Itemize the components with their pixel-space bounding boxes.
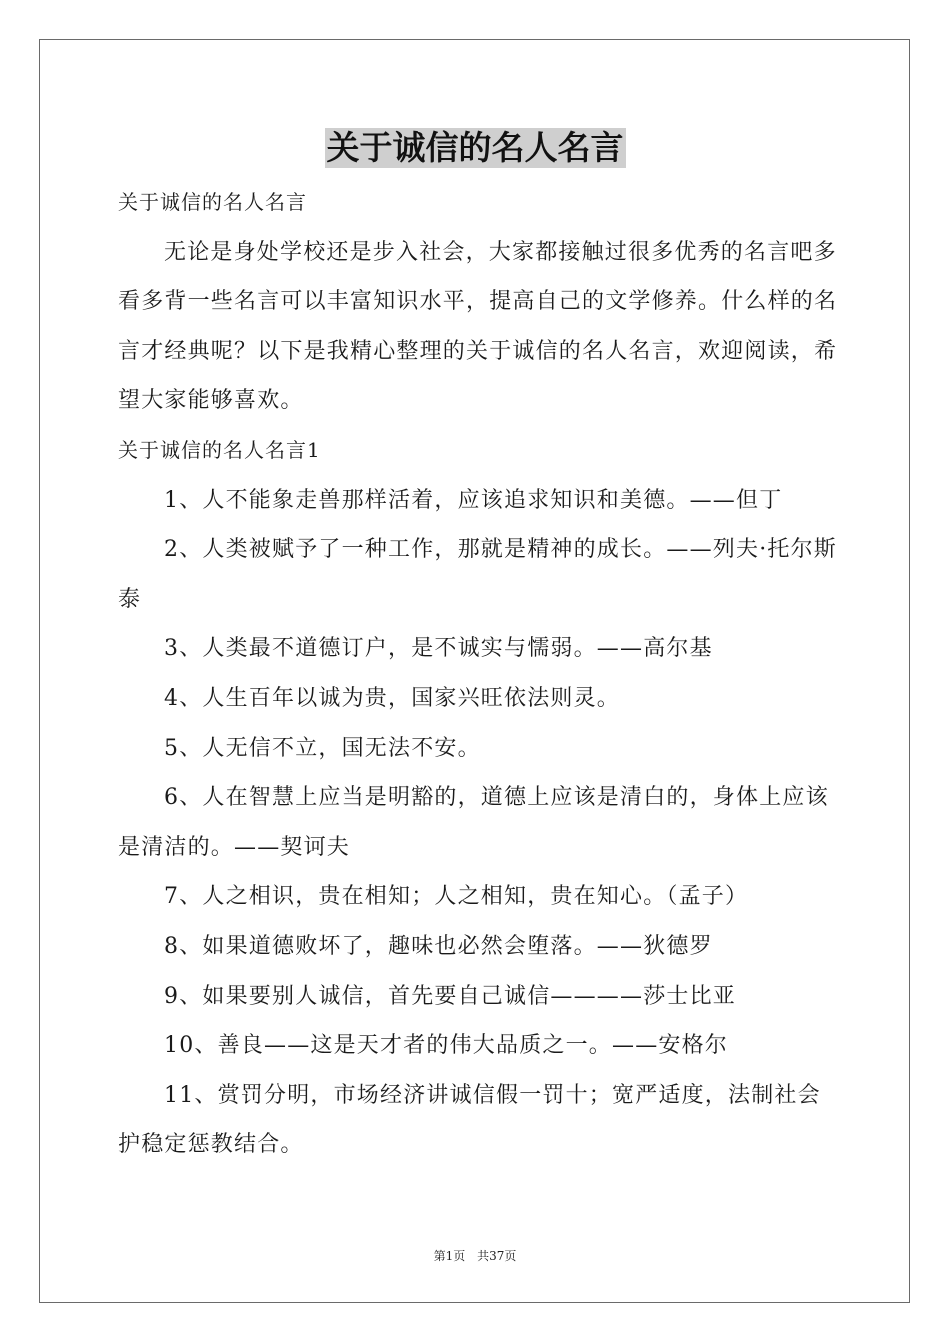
page-number: 第1页 (433, 1249, 466, 1263)
title-container (0, 128, 950, 168)
document-subtitle: 关于诚信的名人名言 (118, 190, 307, 214)
quote-item: 8、如果道德败坏了，趣味也必然会堕落。——狄德罗 (164, 933, 713, 959)
quote-item: 11、赏罚分明，市场经济讲诚信假一罚十；宽严适度，法制社会护稳定惩教结合。 (118, 1082, 821, 1158)
quote-item: 3、人类最不道德订户，是不诚实与懦弱。——高尔基 (164, 636, 713, 662)
quote-item: 9、如果要别人诚信，首先要自己诚信————莎士比亚 (164, 983, 736, 1009)
document-body (118, 178, 838, 1170)
quote-item: 4、人生百年以诚为贵，国家兴旺依法则灵。 (164, 685, 620, 711)
quote-item: 10、善良——这是天才者的伟大品质之一。——安格尔 (164, 1033, 728, 1059)
document-title: 关于诚信的名人名言 (326, 128, 624, 167)
quote-item: 5、人无信不立，国无法不安。 (164, 735, 481, 761)
page-footer (0, 1247, 950, 1264)
quote-item: 2、人类被赋予了一种工作，那就是精神的成长。——列夫·托尔斯泰 (118, 537, 837, 612)
quote-item: 7、人之相识，贵在相知；人之相知，贵在知心。（孟子） (164, 884, 749, 910)
total-pages: 共37页 (477, 1249, 517, 1263)
section-heading: 关于诚信的名人名言1 (118, 437, 321, 462)
intro-paragraph: 无论是身处学校还是步入社会，大家都接触过很多优秀的名言吧多看多背一些名言可以丰富知识水平，提高自己的文学修养。什么样的名言才经典呢？以下是我精心整理的关于诚信的名人名言，欢迎阅读，希望大家能够喜欢。 (118, 239, 838, 414)
quote-item: 1、人不能象走兽那样活着，应该追求知识和美德。——但丁 (164, 487, 783, 513)
quote-item: 6、人在智慧上应当是明豁的，道德上应该是清白的，身体上应该是清洁的。——契诃夫 (118, 785, 829, 860)
